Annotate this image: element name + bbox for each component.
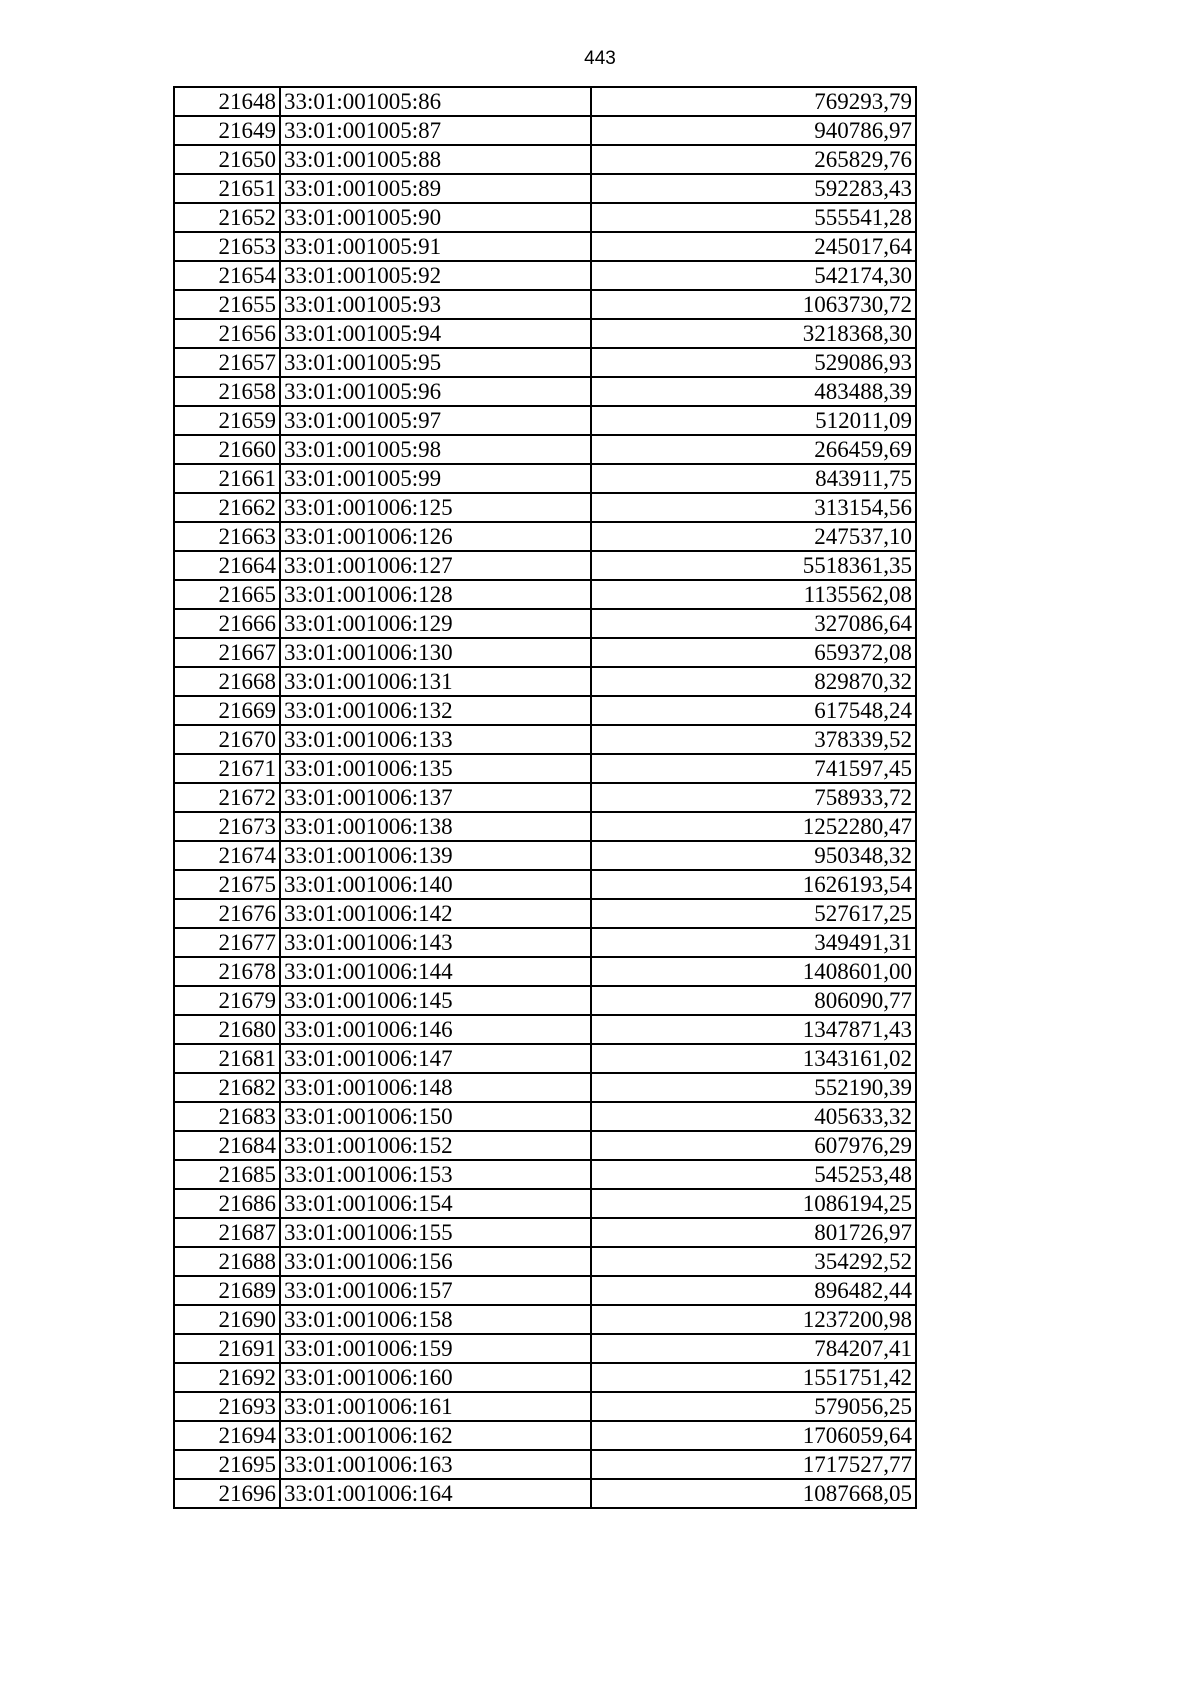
cadastral-number-cell: 33:01:001006:157 xyxy=(280,1276,591,1305)
page-number: 443 xyxy=(584,48,616,69)
table-row xyxy=(174,435,916,464)
table-row xyxy=(174,174,916,203)
table-row xyxy=(174,1044,916,1073)
row-number-cell: 21691 xyxy=(174,1334,280,1363)
value-cell: 617548,24 xyxy=(591,696,916,725)
row-number-cell: 21653 xyxy=(174,232,280,261)
row-number-cell: 21672 xyxy=(174,783,280,812)
table-row xyxy=(174,957,916,986)
value-cell: 1347871,43 xyxy=(591,1015,916,1044)
table-row xyxy=(174,232,916,261)
table-row xyxy=(174,1479,916,1508)
row-number-cell: 21678 xyxy=(174,957,280,986)
row-number-cell: 21657 xyxy=(174,348,280,377)
value-cell: 555541,28 xyxy=(591,203,916,232)
value-cell: 512011,09 xyxy=(591,406,916,435)
table-row xyxy=(174,319,916,348)
table-row xyxy=(174,377,916,406)
cadastral-number-cell: 33:01:001006:161 xyxy=(280,1392,591,1421)
table-row xyxy=(174,1363,916,1392)
row-number-cell: 21651 xyxy=(174,174,280,203)
table-row xyxy=(174,348,916,377)
table-row xyxy=(174,1189,916,1218)
table-row xyxy=(174,986,916,1015)
value-cell: 354292,52 xyxy=(591,1247,916,1276)
row-number-cell: 21682 xyxy=(174,1073,280,1102)
row-number-cell: 21670 xyxy=(174,725,280,754)
cadastral-number-cell: 33:01:001006:158 xyxy=(280,1305,591,1334)
table-row xyxy=(174,1392,916,1421)
cadastral-number-cell: 33:01:001005:98 xyxy=(280,435,591,464)
value-cell: 529086,93 xyxy=(591,348,916,377)
table-row xyxy=(174,406,916,435)
table-row xyxy=(174,493,916,522)
row-number-cell: 21681 xyxy=(174,1044,280,1073)
value-cell: 1717527,77 xyxy=(591,1450,916,1479)
value-cell: 741597,45 xyxy=(591,754,916,783)
row-number-cell: 21661 xyxy=(174,464,280,493)
cadastral-number-cell: 33:01:001006:142 xyxy=(280,899,591,928)
value-cell: 1086194,25 xyxy=(591,1189,916,1218)
row-number-cell: 21694 xyxy=(174,1421,280,1450)
value-cell: 843911,75 xyxy=(591,464,916,493)
value-cell: 405633,32 xyxy=(591,1102,916,1131)
row-number-cell: 21666 xyxy=(174,609,280,638)
row-number-cell: 21686 xyxy=(174,1189,280,1218)
row-number-cell: 21675 xyxy=(174,870,280,899)
cadastral-number-cell: 33:01:001006:159 xyxy=(280,1334,591,1363)
cadastral-number-cell: 33:01:001006:137 xyxy=(280,783,591,812)
row-number-cell: 21692 xyxy=(174,1363,280,1392)
table-row xyxy=(174,87,916,116)
cadastral-number-cell: 33:01:001006:150 xyxy=(280,1102,591,1131)
cadastral-number-cell: 33:01:001006:146 xyxy=(280,1015,591,1044)
row-number-cell: 21648 xyxy=(174,87,280,116)
table-row xyxy=(174,1421,916,1450)
table-row xyxy=(174,1276,916,1305)
row-number-cell: 21662 xyxy=(174,493,280,522)
cadastral-number-cell: 33:01:001005:87 xyxy=(280,116,591,145)
cadastral-number-cell: 33:01:001006:147 xyxy=(280,1044,591,1073)
table-row xyxy=(174,1160,916,1189)
cadastral-number-cell: 33:01:001006:140 xyxy=(280,870,591,899)
value-cell: 266459,69 xyxy=(591,435,916,464)
value-cell: 896482,44 xyxy=(591,1276,916,1305)
table-row xyxy=(174,116,916,145)
cadastral-number-cell: 33:01:001006:125 xyxy=(280,493,591,522)
table-row xyxy=(174,464,916,493)
value-cell: 245017,64 xyxy=(591,232,916,261)
cadastral-number-cell: 33:01:001006:133 xyxy=(280,725,591,754)
row-number-cell: 21679 xyxy=(174,986,280,1015)
row-number-cell: 21665 xyxy=(174,580,280,609)
row-number-cell: 21650 xyxy=(174,145,280,174)
cadastral-number-cell: 33:01:001006:155 xyxy=(280,1218,591,1247)
value-cell: 1343161,02 xyxy=(591,1044,916,1073)
cadastral-number-cell: 33:01:001006:129 xyxy=(280,609,591,638)
table-row xyxy=(174,1247,916,1276)
cadastral-number-cell: 33:01:001006:131 xyxy=(280,667,591,696)
value-cell: 349491,31 xyxy=(591,928,916,957)
row-number-cell: 21695 xyxy=(174,1450,280,1479)
value-cell: 313154,56 xyxy=(591,493,916,522)
row-number-cell: 21677 xyxy=(174,928,280,957)
table-row xyxy=(174,1305,916,1334)
row-number-cell: 21689 xyxy=(174,1276,280,1305)
value-cell: 552190,39 xyxy=(591,1073,916,1102)
cadastral-number-cell: 33:01:001006:126 xyxy=(280,522,591,551)
row-number-cell: 21663 xyxy=(174,522,280,551)
registry-table-body xyxy=(174,87,916,1508)
row-number-cell: 21660 xyxy=(174,435,280,464)
cadastral-number-cell: 33:01:001006:132 xyxy=(280,696,591,725)
table-row xyxy=(174,261,916,290)
cadastral-number-cell: 33:01:001005:88 xyxy=(280,145,591,174)
table-row xyxy=(174,1334,916,1363)
value-cell: 829870,32 xyxy=(591,667,916,696)
row-number-cell: 21683 xyxy=(174,1102,280,1131)
cadastral-number-cell: 33:01:001005:93 xyxy=(280,290,591,319)
cadastral-number-cell: 33:01:001005:99 xyxy=(280,464,591,493)
value-cell: 592283,43 xyxy=(591,174,916,203)
cadastral-number-cell: 33:01:001005:95 xyxy=(280,348,591,377)
cadastral-number-cell: 33:01:001006:164 xyxy=(280,1479,591,1508)
table-row xyxy=(174,899,916,928)
table-row xyxy=(174,203,916,232)
table-row xyxy=(174,841,916,870)
table-row xyxy=(174,928,916,957)
value-cell: 1135562,08 xyxy=(591,580,916,609)
row-number-cell: 21654 xyxy=(174,261,280,290)
cadastral-number-cell: 33:01:001006:148 xyxy=(280,1073,591,1102)
value-cell: 1252280,47 xyxy=(591,812,916,841)
cadastral-number-cell: 33:01:001006:138 xyxy=(280,812,591,841)
value-cell: 1626193,54 xyxy=(591,870,916,899)
table-row xyxy=(174,1218,916,1247)
row-number-cell: 21673 xyxy=(174,812,280,841)
row-number-cell: 21655 xyxy=(174,290,280,319)
table-row xyxy=(174,1015,916,1044)
table-row xyxy=(174,1131,916,1160)
row-number-cell: 21671 xyxy=(174,754,280,783)
row-number-cell: 21658 xyxy=(174,377,280,406)
value-cell: 265829,76 xyxy=(591,145,916,174)
row-number-cell: 21664 xyxy=(174,551,280,580)
value-cell: 659372,08 xyxy=(591,638,916,667)
table-row xyxy=(174,870,916,899)
value-cell: 806090,77 xyxy=(591,986,916,1015)
row-number-cell: 21649 xyxy=(174,116,280,145)
table-row xyxy=(174,696,916,725)
cadastral-number-cell: 33:01:001006:127 xyxy=(280,551,591,580)
table-row xyxy=(174,551,916,580)
row-number-cell: 21656 xyxy=(174,319,280,348)
row-number-cell: 21674 xyxy=(174,841,280,870)
value-cell: 1551751,42 xyxy=(591,1363,916,1392)
row-number-cell: 21685 xyxy=(174,1160,280,1189)
table-row xyxy=(174,725,916,754)
cadastral-number-cell: 33:01:001005:89 xyxy=(280,174,591,203)
value-cell: 579056,25 xyxy=(591,1392,916,1421)
cadastral-number-cell: 33:01:001006:162 xyxy=(280,1421,591,1450)
cadastral-number-cell: 33:01:001006:152 xyxy=(280,1131,591,1160)
table-row xyxy=(174,522,916,551)
value-cell: 1706059,64 xyxy=(591,1421,916,1450)
table-row xyxy=(174,290,916,319)
table-row xyxy=(174,638,916,667)
value-cell: 940786,97 xyxy=(591,116,916,145)
value-cell: 801726,97 xyxy=(591,1218,916,1247)
cadastral-number-cell: 33:01:001005:90 xyxy=(280,203,591,232)
row-number-cell: 21659 xyxy=(174,406,280,435)
row-number-cell: 21693 xyxy=(174,1392,280,1421)
row-number-cell: 21687 xyxy=(174,1218,280,1247)
value-cell: 483488,39 xyxy=(591,377,916,406)
value-cell: 758933,72 xyxy=(591,783,916,812)
value-cell: 327086,64 xyxy=(591,609,916,638)
value-cell: 527617,25 xyxy=(591,899,916,928)
row-number-cell: 21669 xyxy=(174,696,280,725)
value-cell: 378339,52 xyxy=(591,725,916,754)
table-row xyxy=(174,580,916,609)
row-number-cell: 21668 xyxy=(174,667,280,696)
cadastral-number-cell: 33:01:001005:92 xyxy=(280,261,591,290)
table-row xyxy=(174,754,916,783)
value-cell: 5518361,35 xyxy=(591,551,916,580)
value-cell: 1408601,00 xyxy=(591,957,916,986)
cadastral-number-cell: 33:01:001006:143 xyxy=(280,928,591,957)
cadastral-number-cell: 33:01:001005:91 xyxy=(280,232,591,261)
value-cell: 3218368,30 xyxy=(591,319,916,348)
cadastral-number-cell: 33:01:001006:135 xyxy=(280,754,591,783)
value-cell: 784207,41 xyxy=(591,1334,916,1363)
cadastral-number-cell: 33:01:001005:94 xyxy=(280,319,591,348)
row-number-cell: 21684 xyxy=(174,1131,280,1160)
cadastral-number-cell: 33:01:001006:163 xyxy=(280,1450,591,1479)
table-row xyxy=(174,783,916,812)
cadastral-number-cell: 33:01:001005:96 xyxy=(280,377,591,406)
cadastral-number-cell: 33:01:001006:128 xyxy=(280,580,591,609)
cadastral-number-cell: 33:01:001005:86 xyxy=(280,87,591,116)
row-number-cell: 21676 xyxy=(174,899,280,928)
row-number-cell: 21667 xyxy=(174,638,280,667)
value-cell: 607976,29 xyxy=(591,1131,916,1160)
row-number-cell: 21690 xyxy=(174,1305,280,1334)
row-number-cell: 21652 xyxy=(174,203,280,232)
cadastral-number-cell: 33:01:001006:145 xyxy=(280,986,591,1015)
row-number-cell: 21680 xyxy=(174,1015,280,1044)
cadastral-number-cell: 33:01:001005:97 xyxy=(280,406,591,435)
registry-table xyxy=(173,86,917,1509)
row-number-cell: 21688 xyxy=(174,1247,280,1276)
value-cell: 1237200,98 xyxy=(591,1305,916,1334)
table-row xyxy=(174,609,916,638)
cadastral-number-cell: 33:01:001006:160 xyxy=(280,1363,591,1392)
value-cell: 950348,32 xyxy=(591,841,916,870)
row-number-cell: 21696 xyxy=(174,1479,280,1508)
cadastral-number-cell: 33:01:001006:153 xyxy=(280,1160,591,1189)
cadastral-number-cell: 33:01:001006:144 xyxy=(280,957,591,986)
value-cell: 542174,30 xyxy=(591,261,916,290)
value-cell: 769293,79 xyxy=(591,87,916,116)
cadastral-number-cell: 33:01:001006:130 xyxy=(280,638,591,667)
value-cell: 1063730,72 xyxy=(591,290,916,319)
value-cell: 247537,10 xyxy=(591,522,916,551)
table-row xyxy=(174,1073,916,1102)
table-row xyxy=(174,145,916,174)
cadastral-number-cell: 33:01:001006:139 xyxy=(280,841,591,870)
cadastral-number-cell: 33:01:001006:156 xyxy=(280,1247,591,1276)
table-row xyxy=(174,1102,916,1131)
table-row xyxy=(174,812,916,841)
value-cell: 1087668,05 xyxy=(591,1479,916,1508)
table-row xyxy=(174,1450,916,1479)
value-cell: 545253,48 xyxy=(591,1160,916,1189)
table-row xyxy=(174,667,916,696)
cadastral-number-cell: 33:01:001006:154 xyxy=(280,1189,591,1218)
